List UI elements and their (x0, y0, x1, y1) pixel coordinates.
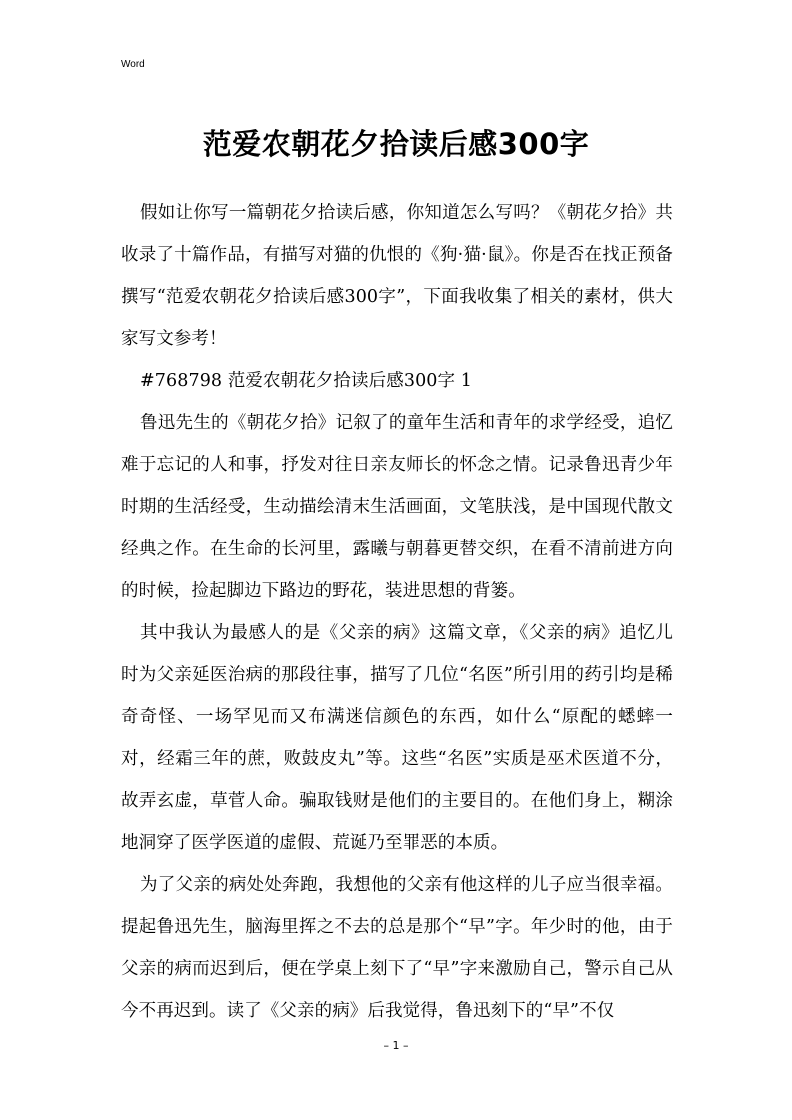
section-heading: #768798 范爱农朝花夕拾读后感300字 1 (140, 371, 473, 391)
body-paragraph-2: 其中我认为最感人的是《父亲的病》这篇文章，《父亲的病》追忆儿时为父亲延医治病的那段往事，描写了几位“名医”所引用的药引均是稀奇奇怪、一场罕见而又布满迷信颜色的东西，如什么“原配的蟋蟀一对，经霜三年的蔗，败鼓皮丸”等。这些“名医”实质是巫术医道不分，故弄玄虚，草菅人命。骗取钱财是他们的主要目的。在他们身上，糊涂地洞穿了医学医道的虚假、荒诞乃至罪恶的本质。 (121, 623, 673, 853)
document-title: 范爱农朝花夕拾读后感300字 (202, 127, 590, 161)
intro-paragraph: 假如让你写一篇朝花夕拾读后感，你知道怎么写吗？《朝花夕拾》共收录了十篇作品，有描写对猫的仇恨的《狗·猫·鼠》。你是否在找正预备撰写“范爱农朝花夕拾读后感300字”，下面我收集了相关的素材，供大家写文参考！ (121, 203, 673, 349)
body-paragraph-3: 为了父亲的病处处奔跑，我想他的父亲有他这样的儿子应当很幸福。提起鲁迅先生，脑海里挥之不去的总是那个“早”字。年少时的他，由于父亲的病而迟到后，便在学桌上刻下了“早”字来激励自己，警示自己从今不再迟到。读了《父亲的病》后我觉得，鲁迅刻下的“早”不仅 (121, 875, 673, 1021)
header-label: Word (121, 59, 145, 70)
body-paragraph-1: 鲁迅先生的《朝花夕拾》记叙了的童年生活和青年的求学经受，追忆难于忘记的人和事，抒发对往日亲友师长的怀念之情。记录鲁迅青少年时期的生活经受，生动描绘清末生活画面，文笔肤浅，是中国现代散文经典之作。在生命的长河里，露曦与朝暮更替交织，在看不清前进方向的时候，捡起脚边下路边的野花，装进思想的背篓。 (121, 413, 673, 601)
document-body (121, 192, 673, 1032)
page-number: – 1 – (383, 1039, 409, 1052)
